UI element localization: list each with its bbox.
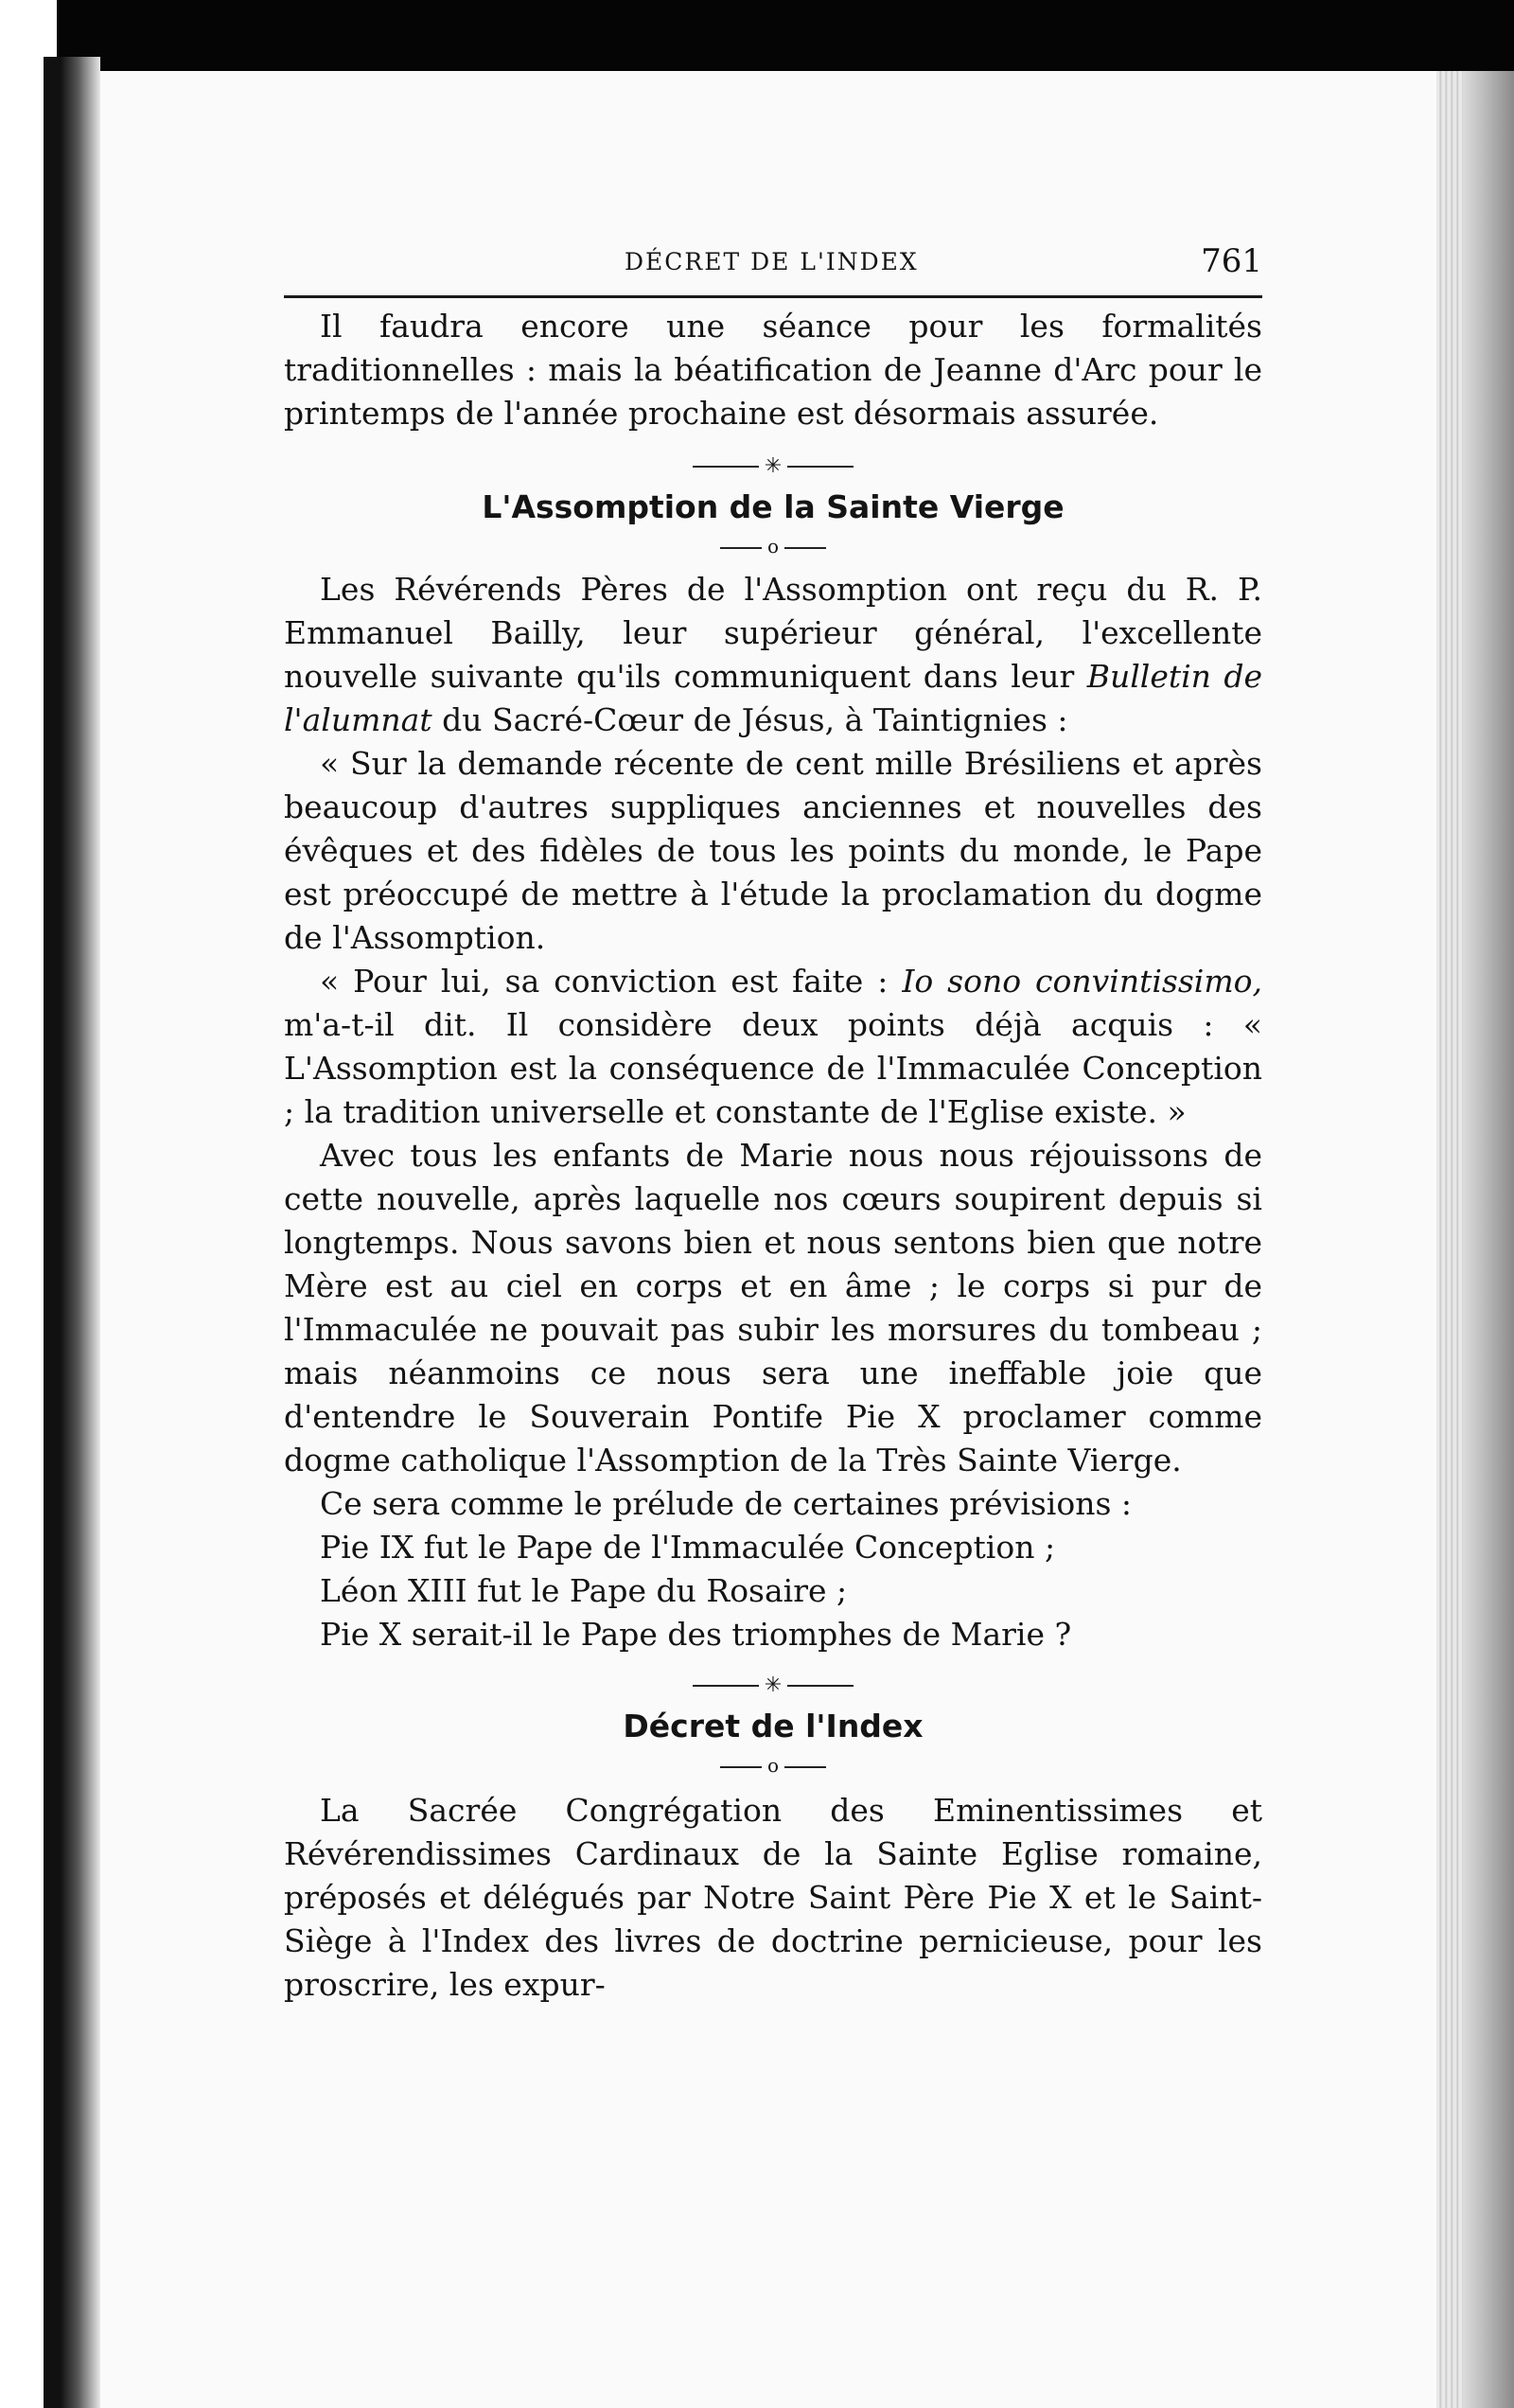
intro-block (284, 305, 1262, 435)
assomption-line-prelude: Ce sera comme le prélude de certaines prévisions : (320, 1485, 1132, 1522)
index-paragraph: La Sacrée Congrégation des Eminentissimes et Révérendissimes Cardinaux de la Sainte Eglise romaine, préposés et délégués par Notre Saint Père Pie X et le Saint-Siège à l'Index des livres de doctrine pernicieuse, pour les proscrire, les expur- (284, 1792, 1262, 2003)
running-title: DÉCRET DE L'INDEX (625, 248, 919, 275)
header-rule (284, 295, 1262, 298)
assomption-line-leon-xiii: Léon XIII fut le Pape du Rosaire ; (320, 1572, 848, 1609)
section-assomption (284, 452, 1262, 2007)
section-heading-assomption: L'Assomption de la Sainte Vierge (482, 488, 1065, 525)
circle-ornament-icon-2: o (766, 1754, 780, 1777)
scan-right-edge (1463, 71, 1514, 2408)
circle-ornament-2 (284, 1751, 1262, 1779)
circle-ornament (284, 532, 1262, 560)
page-edges (1436, 71, 1463, 2408)
assomption-paragraph-3: « Pour lui, sa conviction est faite : Io sono convintissimo, m'a-t-il dit. Il considère deux points déjà acquis : « L'Assomption est la conséquence de l'Immaculée Conception ; la tradition universelle et constante de l'Eglise existe. » (284, 963, 1262, 1130)
assomption-line-pie-x: Pie X serait-il le Pape des triomphes de Marie ? (320, 1616, 1072, 1653)
assomption-line-pie-ix: Pie IX fut le Pape de l'Immaculée Conception ; (320, 1529, 1056, 1566)
assomption-paragraph-4: Avec tous les enfants de Marie nous nous réjouissons de cette nouvelle, après laquelle nos cœurs soupirent depuis si longtemps. Nous savons bien et nous sentons bien que notre Mère est au ciel en corps et en âme ; le corps si pur de l'Immaculée ne pouvait pas subir les morsures du tombeau ; mais néanmoins ce nous sera une ineffable joie que d'entendre le Souverain Pontife Pie X proclamer comme dogme catholique l'Assomption de la Très Sainte Vierge. (284, 1137, 1262, 1478)
star-ornament (284, 452, 1262, 481)
assomption-paragraph-1: Les Révérends Pères de l'Assomption ont reçu du R. P. Emmanuel Bailly, leur supérieur général, l'excellente nouvelle suivante qu'ils communiquent dans leur Bulletin de l'alumnat du Sacré-Cœur de Jésus, à Taintignies : (284, 571, 1262, 738)
intro-paragraph: Il faudra encore une séance pour les formalités traditionnelles : mais la béatification de Jeanne d'Arc pour le printemps de l'année prochaine est désormais assurée. (284, 308, 1262, 432)
scan-top-border (0, 0, 1514, 71)
circle-ornament-icon: o (766, 535, 780, 558)
book-gutter (44, 57, 100, 2408)
star-ornament-icon: ✳ (764, 454, 783, 478)
star-ornament-icon-2: ✳ (764, 1673, 783, 1697)
star-ornament-2 (284, 1672, 1262, 1700)
running-header (284, 237, 1262, 293)
assomption-paragraph-2: « Sur la demande récente de cent mille Brésiliens et après beaucoup d'autres suppliques anciennes et nouvelles des évêques et des fidèles de tous les points du monde, le Pape est préoccupé de mettre à l'étude la proclamation du dogme de l'Assomption. (284, 745, 1262, 956)
page-number: 761 (1201, 242, 1262, 280)
section-heading-index: Décret de l'Index (623, 1708, 924, 1744)
